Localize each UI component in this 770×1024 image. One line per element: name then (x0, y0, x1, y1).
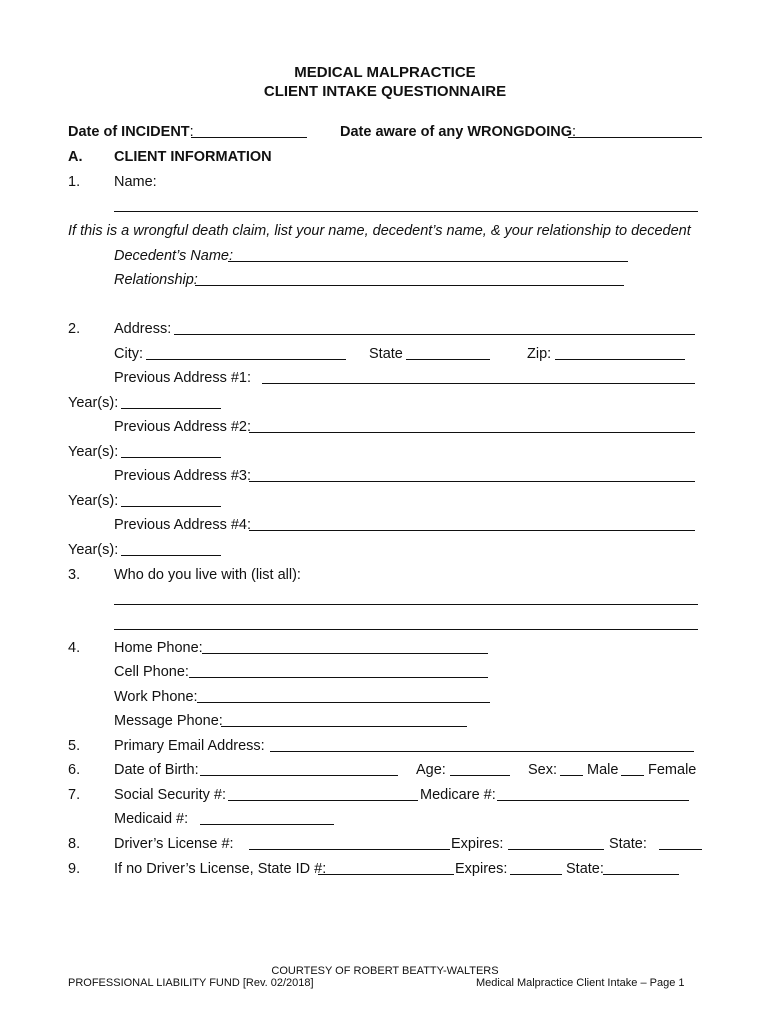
state-id-field[interactable] (318, 874, 454, 875)
wrongdoing-date-label: Date aware of any WRONGDOING: (340, 124, 577, 140)
ssn-label: Social Security #: (114, 787, 227, 803)
message-phone-field[interactable] (221, 726, 467, 727)
q4-number: 4. (68, 640, 81, 656)
years-2-label: Year(s): (68, 444, 119, 460)
sex-male-field[interactable] (560, 775, 583, 776)
address-label: Address: (114, 321, 172, 337)
drivers-license-label: Driver’s License #: (114, 836, 234, 852)
prev-address-3-label: Previous Address #3: (114, 468, 252, 484)
live-with-field-2[interactable] (114, 629, 698, 630)
prev-address-1-field[interactable] (262, 383, 695, 384)
ssn-field[interactable] (228, 800, 418, 801)
q2-number: 2. (68, 321, 81, 337)
state-label: State (369, 346, 403, 362)
female-label: Female (648, 762, 697, 778)
home-phone-field[interactable] (202, 653, 488, 654)
medicare-field[interactable] (497, 800, 689, 801)
message-phone-label: Message Phone: (114, 713, 223, 729)
years-4-label: Year(s): (68, 542, 119, 558)
years-3-label: Year(s): (68, 493, 119, 509)
incident-date-label: Date of INCIDENT: (68, 124, 194, 140)
years-3-field[interactable] (121, 506, 221, 507)
relationship-field[interactable] (195, 285, 624, 286)
years-2-field[interactable] (121, 457, 221, 458)
medicare-label: Medicare #: (420, 787, 496, 803)
prev-address-3-field[interactable] (249, 481, 695, 482)
name-label: Name: (114, 174, 157, 190)
address-field[interactable] (174, 334, 695, 335)
city-field[interactable] (146, 359, 346, 360)
relationship-label: Relationship: (114, 272, 198, 288)
id-expires-label: Expires: (455, 861, 508, 877)
form-title-line2: CLIENT INTAKE QUESTIONNAIRE (263, 83, 507, 100)
footer-right: Medical Malpractice Client Intake – Page 1 (476, 977, 685, 989)
age-field[interactable] (450, 775, 510, 776)
prev-address-4-field[interactable] (249, 530, 695, 531)
sex-female-field[interactable] (621, 775, 644, 776)
city-label: City: (114, 346, 143, 362)
home-phone-label: Home Phone: (114, 640, 203, 656)
wrongful-death-note: If this is a wrongful death claim, list your name, decedent’s name, & your relationship to decedent (68, 223, 691, 239)
dl-expires-field[interactable] (508, 849, 604, 850)
section-title: CLIENT INFORMATION (114, 149, 272, 165)
q5-number: 5. (68, 738, 81, 754)
years-4-field[interactable] (121, 555, 221, 556)
years-1-field[interactable] (121, 408, 221, 409)
years-1-label: Year(s): (68, 395, 119, 411)
incident-date-field[interactable] (191, 137, 307, 138)
id-state-field[interactable] (603, 874, 679, 875)
dob-label: Date of Birth: (114, 762, 199, 778)
footer-courtesy: COURTESY OF ROBERT BEATTY-WALTERS (271, 965, 499, 977)
dob-field[interactable] (200, 775, 398, 776)
male-label: Male (587, 762, 619, 778)
q8-number: 8. (68, 836, 81, 852)
dl-state-field[interactable] (659, 849, 702, 850)
zip-field[interactable] (555, 359, 685, 360)
form-title-line1: MEDICAL MALPRACTICE (294, 64, 476, 81)
email-field[interactable] (270, 751, 694, 752)
work-phone-field[interactable] (197, 702, 490, 703)
prev-address-2-label: Previous Address #2: (114, 419, 252, 435)
q6-number: 6. (68, 762, 81, 778)
live-with-field-1[interactable] (114, 604, 698, 605)
age-label: Age: (416, 762, 446, 778)
sex-label: Sex: (528, 762, 558, 778)
section-letter: A. (68, 149, 83, 165)
prev-address-4-label: Previous Address #4: (114, 517, 252, 533)
prev-address-2-field[interactable] (249, 432, 695, 433)
work-phone-label: Work Phone: (114, 689, 198, 705)
q1-number: 1. (68, 174, 81, 190)
decedent-name-field[interactable] (228, 261, 628, 262)
decedent-name-label: Decedent’s Name: (114, 248, 234, 264)
live-with-label: Who do you live with (list all): (114, 567, 301, 583)
q7-number: 7. (68, 787, 81, 803)
cell-phone-field[interactable] (189, 677, 488, 678)
email-label: Primary Email Address: (114, 738, 265, 754)
drivers-license-field[interactable] (249, 849, 450, 850)
dl-expires-label: Expires: (451, 836, 504, 852)
q9-number: 9. (68, 861, 81, 877)
id-state-label: State: (566, 861, 604, 877)
zip-label: Zip: (527, 346, 552, 362)
prev-address-1-label: Previous Address #1: (114, 370, 252, 386)
wrongdoing-date-field[interactable] (568, 137, 702, 138)
dl-state-label: State: (609, 836, 647, 852)
id-expires-field[interactable] (510, 874, 562, 875)
state-id-label: If no Driver’s License, State ID #: (114, 861, 327, 877)
name-field[interactable] (114, 211, 698, 212)
state-field[interactable] (406, 359, 490, 360)
q3-number: 3. (68, 567, 81, 583)
medicaid-label: Medicaid #: (114, 811, 189, 827)
medicaid-field[interactable] (200, 824, 334, 825)
footer-left: PROFESSIONAL LIABILITY FUND [Rev. 02/2018] (68, 977, 314, 989)
cell-phone-label: Cell Phone: (114, 664, 189, 680)
